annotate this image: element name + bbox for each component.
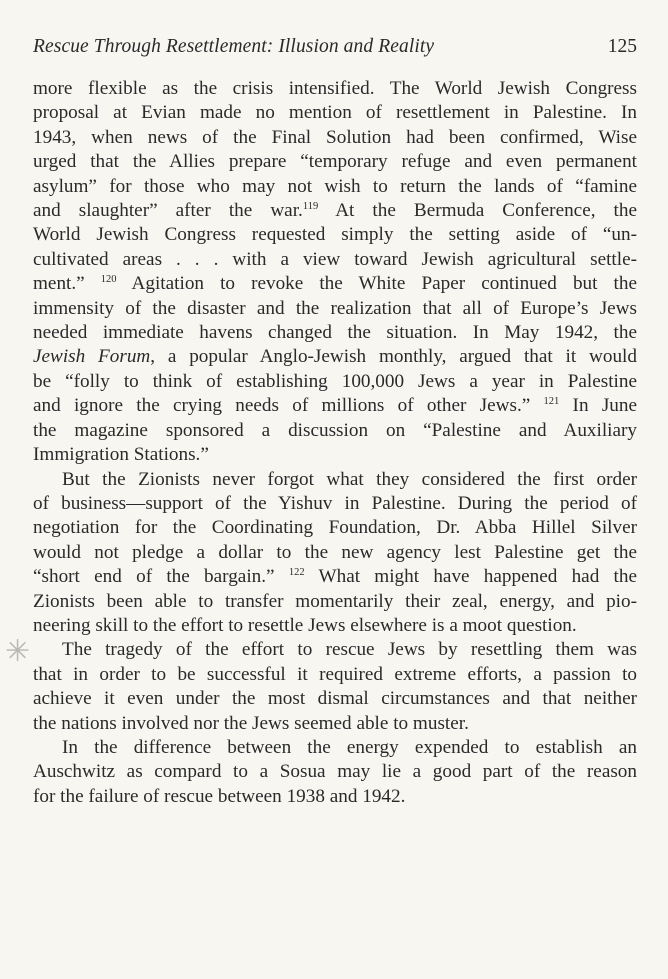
running-head-title: Rescue Through Resettlement: Illusion and Reality bbox=[33, 36, 435, 57]
line-text: for the failure of rescue between 1938 and 1942. bbox=[33, 785, 406, 807]
line-text: that in order to be successful it required extreme efforts, a passion to bbox=[33, 663, 637, 685]
footnote-reference: 119 bbox=[302, 201, 319, 213]
body-text bbox=[33, 77, 637, 809]
line-text: the magazine sponsored a discussion on “Palestine and Auxiliary bbox=[33, 419, 637, 441]
text-line bbox=[33, 687, 637, 711]
text-line bbox=[33, 248, 637, 272]
line-text: ment.” bbox=[33, 273, 101, 295]
margin-asterisk-mark: ✳ bbox=[5, 635, 31, 668]
line-text: and ignore the crying needs of millions of other Jews.” bbox=[33, 395, 544, 417]
text-line bbox=[33, 321, 637, 345]
line-text: Zionists been able to transfer momentarily their zeal, energy, and pio- bbox=[33, 590, 637, 612]
line-text: would not pledge a dollar to the new agency lest Palestine get the bbox=[33, 541, 637, 563]
line-text: Immigration Stations.” bbox=[33, 444, 209, 466]
italic-title: Jewish Forum bbox=[33, 346, 151, 368]
text-line bbox=[33, 77, 637, 101]
text-line bbox=[33, 638, 637, 662]
text-line bbox=[33, 199, 637, 223]
line-text-continued: What might have happened had the bbox=[304, 566, 637, 588]
text-line bbox=[33, 565, 637, 589]
text-line bbox=[33, 663, 637, 687]
line-text: achieve it even under the most dismal circumstances and that neither bbox=[33, 688, 637, 710]
line-text: cultivated areas . . . with a view toward Jewish agricultural settle- bbox=[33, 248, 637, 270]
footnote-reference: 121 bbox=[543, 396, 560, 408]
line-text: negotiation for the Coordinating Foundation, Dr. Abba Hillel Silver bbox=[33, 517, 637, 539]
line-text: the nations involved nor the Jews seemed able to muster. bbox=[33, 712, 469, 734]
line-text: neering skill to the effort to resettle Jews elsewhere is a moot question. bbox=[33, 614, 577, 636]
line-text: and slaughter” after the war. bbox=[33, 200, 303, 222]
text-line bbox=[33, 443, 637, 467]
text-line bbox=[33, 150, 637, 174]
line-text: more flexible as the crisis intensified. The World Jewish Congress bbox=[33, 78, 637, 99]
text-line bbox=[33, 590, 637, 614]
line-text-continued: At the Bermuda Conference, the bbox=[318, 200, 637, 222]
running-head bbox=[33, 34, 637, 60]
text-line bbox=[33, 101, 637, 125]
text-line bbox=[33, 736, 637, 760]
text-line bbox=[33, 492, 637, 516]
text-line bbox=[33, 223, 637, 247]
line-text: asylum” for those who may not wish to return the lands of “famine bbox=[33, 175, 637, 197]
line-text: immensity of the disaster and the realization that all of Europe’s Jews bbox=[33, 297, 637, 319]
line-text: of business—support of the Yishuv in Palestine. During the period of bbox=[33, 492, 637, 514]
line-text: World Jewish Congress requested simply the setting aside of “un- bbox=[33, 224, 637, 246]
line-text-continued: In June bbox=[559, 395, 637, 417]
line-text: urged that the Allies prepare “temporary refuge and even permanent bbox=[33, 151, 637, 173]
line-text: The tragedy of the effort to rescue Jews by resettling them was bbox=[62, 639, 637, 661]
line-text: “short end of the bargain.” bbox=[33, 566, 289, 588]
line-text: But the Zionists never forgot what they considered the first order bbox=[62, 468, 637, 490]
text-line bbox=[33, 175, 637, 199]
text-line bbox=[33, 468, 637, 492]
text-line bbox=[33, 370, 637, 394]
line-text: Auschwitz as compard to a Sosua may lie a good part of the reason bbox=[33, 761, 637, 783]
text-line bbox=[33, 126, 637, 150]
text-line bbox=[33, 272, 637, 296]
text-line bbox=[33, 760, 637, 784]
footnote-reference: 120 bbox=[100, 274, 117, 286]
line-text: proposal at Evian made no mention of resettlement in Palestine. In bbox=[33, 102, 637, 124]
text-line bbox=[33, 614, 637, 638]
text-line bbox=[33, 419, 637, 443]
text-line bbox=[33, 541, 637, 565]
line-text: needed immediate havens changed the situation. In May 1942, the bbox=[33, 322, 637, 344]
text-line bbox=[33, 394, 637, 418]
line-text: 1943, when news of the Final Solution had been confirmed, Wise bbox=[33, 126, 637, 148]
line-text: In the difference between the energy expended to establish an bbox=[62, 736, 637, 758]
line-text: , a popular Anglo-Jewish monthly, argued that it would bbox=[150, 346, 637, 368]
page-number: 125 bbox=[607, 36, 637, 57]
footnote-reference: 122 bbox=[288, 567, 305, 579]
text-line bbox=[33, 712, 637, 736]
text-line bbox=[33, 785, 637, 809]
line-text-continued: Agitation to revoke the White Paper continued but the bbox=[116, 273, 637, 295]
text-line bbox=[33, 345, 637, 369]
text-line bbox=[33, 516, 637, 540]
text-line bbox=[33, 297, 637, 321]
line-text: be “folly to think of establishing 100,000 Jews a year in Palestine bbox=[33, 370, 637, 392]
